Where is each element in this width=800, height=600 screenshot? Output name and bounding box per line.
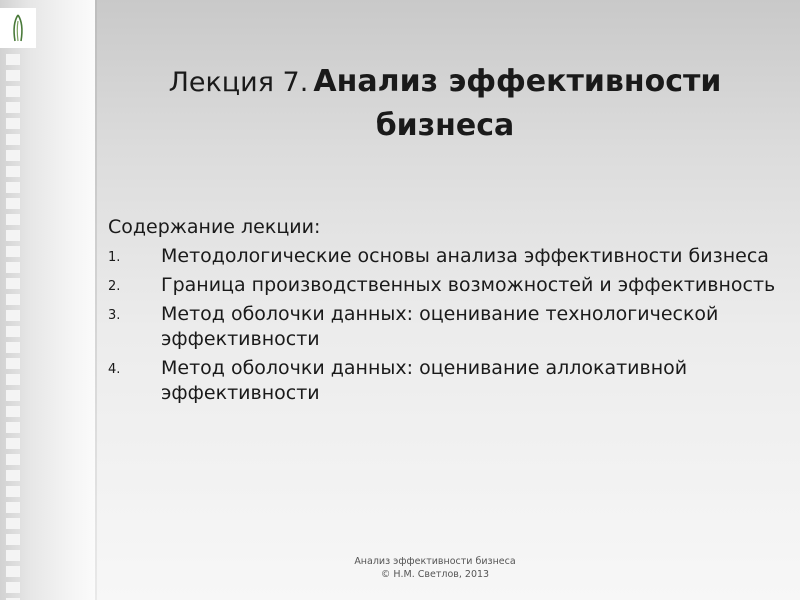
sidebar-decoration (0, 0, 95, 600)
footer-course-name: Анализ эффективности бизнеса (354, 556, 516, 567)
topic-item (108, 244, 788, 269)
topic-text: Метод оболочки данных: оценивание технологической эффективности (161, 303, 719, 350)
topic-list (108, 244, 788, 406)
content-heading: Содержание лекции: (108, 216, 321, 238)
topic-text: Метод оболочки данных: оценивание аллокативной эффективности (161, 357, 688, 404)
footer-copyright: © Н.М. Светлов, 2013 (380, 569, 490, 580)
sprout-logo-icon (9, 13, 27, 43)
topic-item (108, 356, 788, 406)
slide-footer (250, 555, 620, 581)
logo (0, 8, 36, 48)
topic-item (108, 302, 788, 352)
topic-text: Методологические основы анализа эффективности бизнеса (161, 245, 769, 267)
topic-number: 2. (108, 279, 121, 294)
slide-content (108, 216, 788, 410)
topic-item (108, 273, 788, 298)
topic-number: 4. (108, 362, 121, 377)
sidebar-square-pattern (6, 54, 20, 600)
slide-title (100, 62, 790, 150)
sidebar-edge (95, 0, 97, 600)
topic-number: 1. (108, 250, 121, 265)
title-lecture-number: Лекция 7. (168, 67, 309, 98)
topic-text: Граница производственных возможностей и эффективность (161, 274, 776, 296)
title-main-text: Анализ эффективности бизнеса (313, 64, 722, 143)
topic-number: 3. (108, 308, 121, 323)
